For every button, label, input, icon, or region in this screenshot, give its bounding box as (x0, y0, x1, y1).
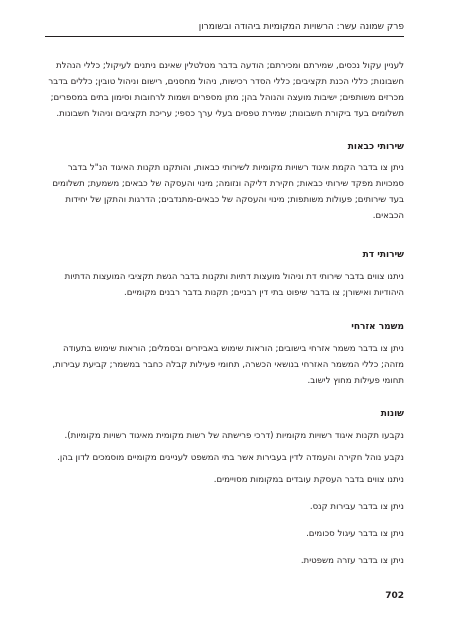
misc-item: נקבעו תקנות איגוד רשויות מקומיות (דרכי פרישתה של רשות מקומית מאיגוד רשויות מקומיות). (64, 431, 404, 441)
section-title-misc: שונות (380, 409, 404, 419)
section-text-fire: ניתן צו בדבר הקמת איגוד רשויות מקומיות לשירותי כבאות, והותקנו תקנות האיגוד הנ"ל בדבר סמכויות מפקד שירותי כבאות; חקירת דליקה ונזומה; מינוי והעסקה של כבאים; משמעת; תשלומים בעד שירותים; פעולות משותפות; מינוי והעסקה של כבאים-מתנדבים; הדרגות והתקן של יחידות הכבאים. (52, 163, 404, 221)
intro-paragraph: לעניין עקול נכסים, שמירתם ומכירתם; הודעה בדבר מטלטלין שאינם ניתנים לעיקול; כללי הנהלת חשבונות; כללי הכנת תקציבים; כללי הסדר רכישות, ניהול מחסנים, רישום וניהול טובין; כללים בדבר מכרזים משותפים; ישיבות מועצה והנוהל בהן; מתן מספרים ושמות לרחובות וסימון בתים במספרים; תשלומים בעד ביקורת חשבונות; שמירת טפסים בעלי ערך כספי; עריכת תקציבים וניהול חשבונות. (48, 61, 404, 119)
page-body (45, 58, 404, 580)
running-header: פרק שמונה עשר: הרשויות המקומיות ביהודה ובשומרון (45, 22, 404, 37)
section-title-civil-guard: משמר אזרחי (351, 322, 404, 332)
misc-item: ניתנו צווים בדבר העסקת עובדים במקומות מסויימים. (213, 475, 404, 485)
page-number: 702 (385, 591, 404, 601)
misc-item: ניתן צו בדבר עבירות קנס. (309, 502, 404, 512)
section-text-civil-guard: ניתן צו בדבר משמר אזרחי בישובים; הוראות שימוש באביזרים ובסמלים; הוראות שימוש בתעודה מזהה; כללי המשמר האזרחי בנושאי הכשרה, תחומי פעילות קבלה כחבר במשמר; קביעת עבירות, תחומי פעילות מחוץ לישוב. (52, 344, 404, 386)
misc-item: ניתן צו בדבר עיגול סכומים. (306, 529, 404, 539)
misc-item: נקבע נוהל חקירה והעמדה לדין בעבירות אשר בתי המשפט לעניינים מקומיים מוסמכים לדון בהן. (57, 453, 404, 463)
section-text-religion: ניתנו צווים בדבר שירותי דת וניהול מועצות דתיות ותקנות בדבר הגשת תקציבי המועצות הדתיות היהודיות ואישורן; צו בדבר שיפוט בתי דין רבניים; תקנות בדבר רבנים מקומיים. (64, 272, 404, 298)
section-title-religion: שירותי דת (362, 250, 404, 260)
misc-item: ניתן צו בדבר עזרה משפטית. (300, 556, 404, 566)
misc-list (45, 428, 404, 569)
section-title-fire: שירותי כבאות (347, 142, 404, 152)
